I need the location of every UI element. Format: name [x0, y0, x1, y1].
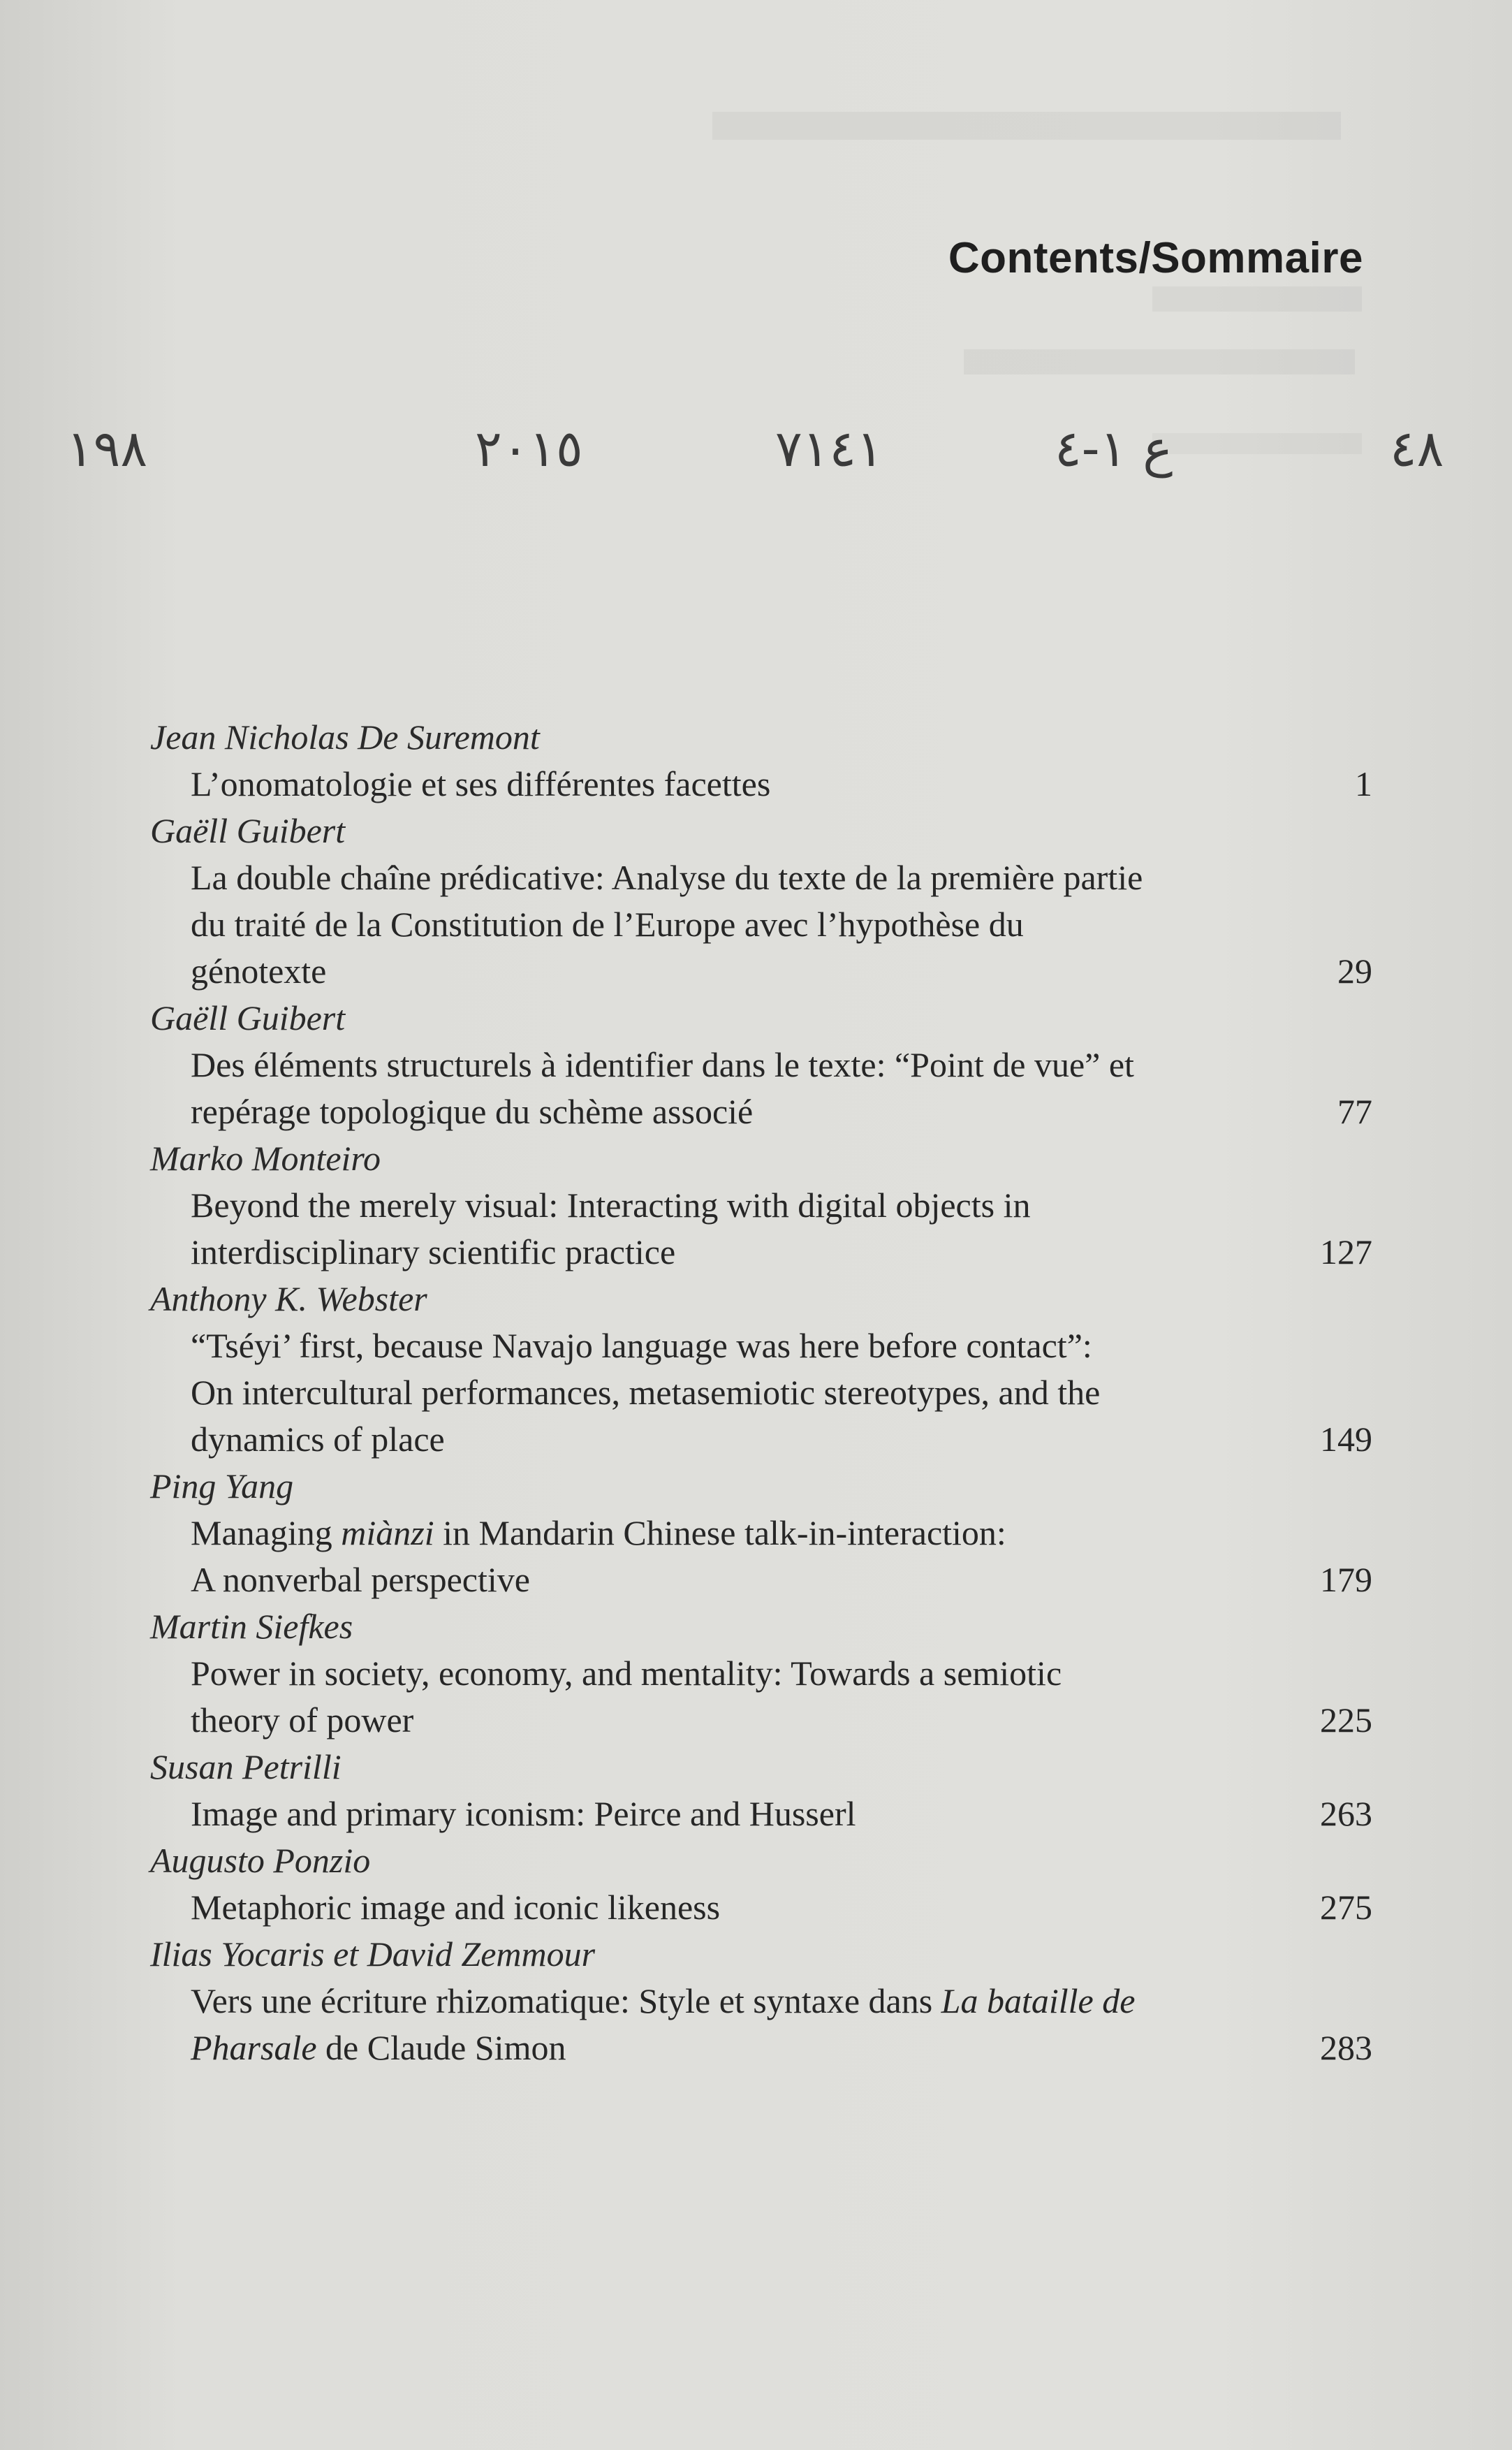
toc-entry: [150, 1463, 1372, 1603]
toc-entry: [150, 1837, 1372, 1931]
handwritten-annotation: [0, 419, 1512, 496]
toc-title: [150, 1042, 1372, 1135]
toc-title-line: [191, 1556, 1268, 1603]
handwritten-mark: ٤٨: [1390, 419, 1444, 478]
toc-title-line: L’onomatologie et ses différentes facettes: [191, 764, 771, 803]
toc-page-number: 275: [1320, 1888, 1372, 1927]
toc-author: Augusto Ponzio: [150, 1841, 371, 1880]
toc-author: Ilias Yocaris et David Zemmour: [150, 1934, 596, 1974]
toc-author: Susan Petrilli: [150, 1747, 342, 1786]
toc-page-number: 225: [1320, 1700, 1372, 1740]
toc-title: [150, 1978, 1372, 2071]
toc-title: [150, 1182, 1372, 1276]
page-heading: Contents/Sommaire: [948, 233, 1363, 282]
toc-title-line: [191, 2025, 1268, 2071]
toc-page-number: 29: [1337, 951, 1372, 991]
toc-title-line: [191, 1510, 1268, 1556]
bleed-through-artifact: [964, 349, 1355, 374]
toc-entry: [150, 808, 1372, 995]
toc-title-italic: miànzi: [341, 1513, 434, 1552]
toc-entry: [150, 995, 1372, 1135]
toc-author: Marko Monteiro: [150, 1139, 381, 1178]
toc-page-number: 127: [1320, 1232, 1372, 1271]
toc-title-line: Metaphoric image and iconic likeness: [191, 1888, 721, 1927]
toc-title: [150, 1650, 1372, 1744]
toc-title-italic: La bataille de: [941, 1981, 1136, 2020]
toc-page-number: 263: [1320, 1794, 1372, 1833]
toc-page-number: 283: [1320, 2028, 1372, 2067]
toc-author: Martin Siefkes: [150, 1607, 353, 1646]
toc-title-line: Image and primary iconism: Peirce and Husserl: [191, 1794, 856, 1833]
bleed-through-artifact: [712, 112, 1341, 140]
toc-author: Jean Nicholas De Suremont: [150, 717, 540, 757]
toc-title-line: interdisciplinary scientific practice: [191, 1232, 676, 1271]
toc-title-line: Beyond the merely visual: Interacting with digital objects in: [191, 1186, 1031, 1225]
toc-entry: [150, 1603, 1372, 1744]
toc-title: [150, 1322, 1372, 1463]
toc-author: Gaëll Guibert: [150, 811, 346, 850]
toc-title-text: de Claude Simon: [316, 2028, 566, 2067]
toc-author: Anthony K. Webster: [150, 1279, 427, 1318]
toc-title-line: theory of power: [191, 1700, 414, 1740]
handwritten-mark: ع ١-٤: [1055, 419, 1173, 478]
toc-title-line: du traité de la Constitution de l’Europe avec l’hypothèse du: [191, 905, 1024, 944]
toc-page-number: 149: [1320, 1420, 1372, 1459]
handwritten-mark: ٢٠١٥: [475, 419, 583, 478]
toc-title: [150, 761, 1372, 808]
toc-title-italic: Pharsale: [191, 2028, 317, 2067]
bleed-through-artifact: [1152, 286, 1362, 312]
toc-entry: [150, 1276, 1372, 1463]
toc-entry: [150, 714, 1372, 808]
toc-title-line: La double chaîne prédicative: Analyse du texte de la première partie: [191, 858, 1143, 897]
toc-title: [150, 1510, 1372, 1603]
toc-page-number: 179: [1320, 1560, 1372, 1599]
toc-author: Ping Yang: [150, 1466, 294, 1505]
toc-page-number: 77: [1337, 1092, 1372, 1131]
toc-title-line: [191, 1978, 1268, 2025]
toc-title: [150, 854, 1372, 995]
toc-title-line: repérage topologique du schème associé: [191, 1092, 754, 1131]
handwritten-mark: ١٩٨: [66, 419, 148, 478]
toc-title-line: Des éléments structurels à identifier dans le texte: “Point de vue” et: [191, 1045, 1134, 1084]
toc-entry: [150, 1931, 1372, 2071]
toc-author: Gaëll Guibert: [150, 998, 346, 1037]
toc-entry: [150, 1744, 1372, 1837]
toc-title-text: in Mandarin Chinese talk-in-interaction:: [434, 1513, 1006, 1552]
toc-title-line: On intercultural performances, metasemiotic stereotypes, and the: [191, 1373, 1101, 1412]
handwritten-mark: ٧١٤١: [775, 419, 883, 478]
toc-entry: [150, 1135, 1372, 1276]
toc-title-line: “Tséyi’ first, because Navajo language was here before contact”:: [191, 1326, 1092, 1365]
toc-page-number: 1: [1355, 764, 1372, 803]
toc-title: [150, 1791, 1372, 1837]
table-of-contents: [150, 714, 1372, 2071]
toc-title-text: Vers une écriture rhizomatique: Style et syntaxe dans: [191, 1981, 941, 2020]
toc-title-line: Power in society, economy, and mentality: Towards a semiotic: [191, 1654, 1062, 1693]
toc-title-line: dynamics of place: [191, 1420, 445, 1459]
toc-title-text: Managing: [191, 1513, 342, 1552]
toc-title-text: A nonverbal perspective: [191, 1560, 530, 1599]
toc-title: [150, 1884, 1372, 1931]
toc-title-line: génotexte: [191, 951, 327, 991]
